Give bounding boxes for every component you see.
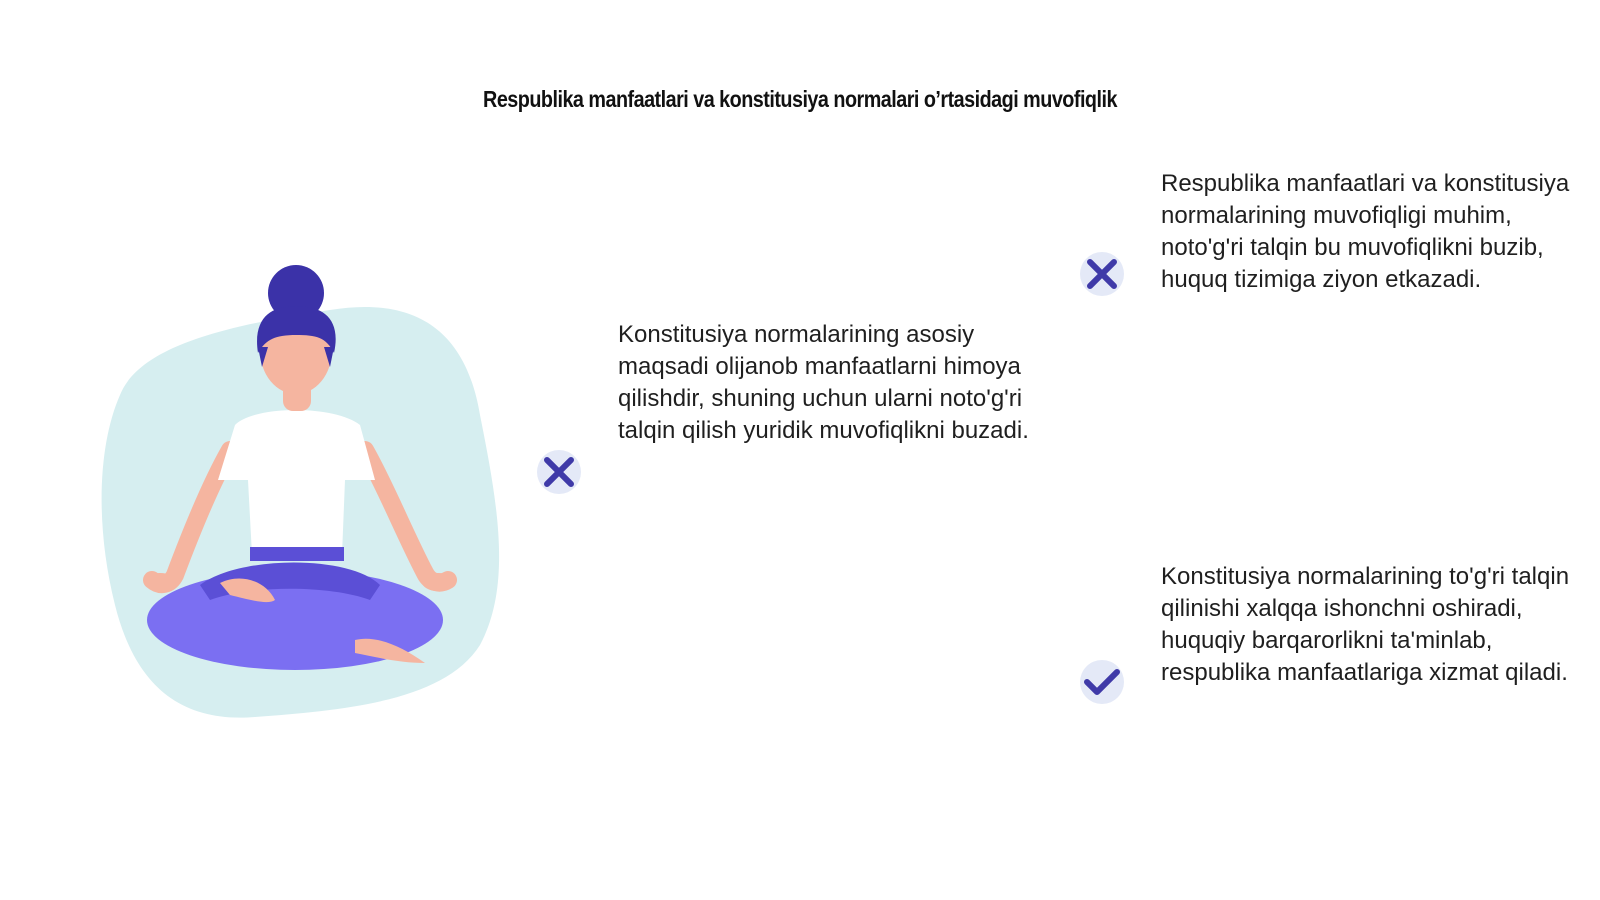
statement-text: Respublika manfaatlari va konstitusiya normalarining muvofiqligi muhim, noto'g'ri talqin bu muvofiqlikni buzib, huquq tizimiga ziyon etkazadi. <box>1161 170 1570 293</box>
x-mark-icon <box>1078 250 1126 298</box>
left-hand <box>144 573 176 591</box>
right-hand <box>422 573 454 591</box>
statement-text: Konstitusiya normalarining to'g'ri talqin qilinishi xalqqa ishonchni oshiradi, huquqiy barqarorlikni ta'minlab, respublika manfaatlariga xizmat qiladi. <box>1161 563 1570 686</box>
slide-title: Respublika manfaatlari va konstitusiya normalari o’rtasidagi muvofiqlik <box>483 86 1117 112</box>
check-mark-icon <box>1078 658 1126 706</box>
waist <box>250 547 344 561</box>
x-mark-icon <box>535 448 583 496</box>
statement-text: Konstitusiya normalarining asosiy maqsadi olijanob manfaatlarni himoya qilishdir, shuning uchun ularni noto'g'ri talqin qilish yuridik muvofiqlikni buzadi. <box>618 321 1029 444</box>
meditating-woman-illustration <box>80 255 520 735</box>
